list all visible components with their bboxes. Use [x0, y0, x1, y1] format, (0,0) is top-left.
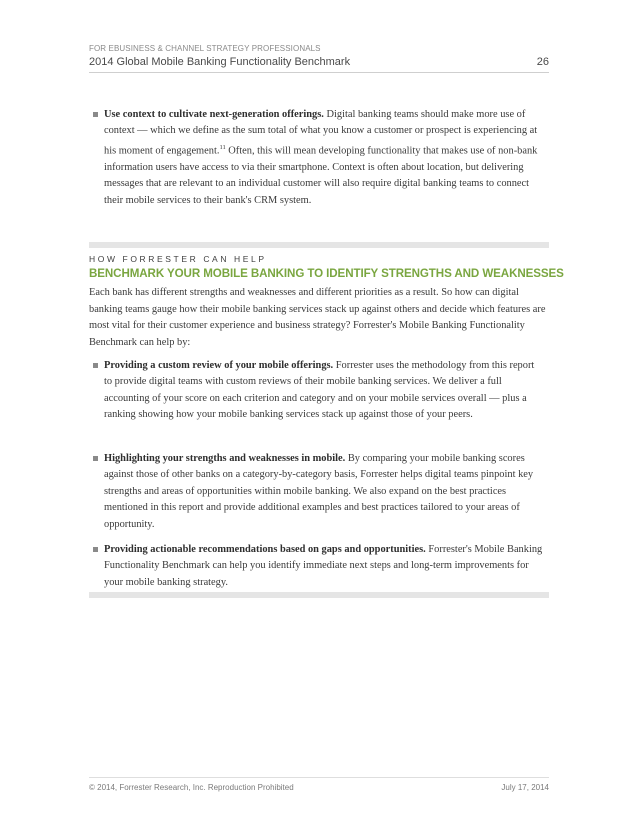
- section-end-band: [89, 592, 549, 598]
- footnote-ref: 11: [219, 143, 226, 151]
- footer-date: July 17, 2014: [501, 783, 549, 792]
- bullet-lead: Highlighting your strengths and weaknesses in mobile.: [104, 453, 346, 464]
- header-divider: [89, 72, 549, 73]
- list-item: [104, 451, 544, 533]
- footer-divider: [89, 777, 549, 778]
- bullet-lead: Providing a custom review of your mobile offerings.: [104, 360, 334, 371]
- list-item: [104, 542, 544, 591]
- square-bullet-icon: [93, 456, 98, 461]
- list-item: [104, 358, 544, 424]
- section-divider-band: [89, 242, 549, 248]
- report-title: 2014 Global Mobile Banking Functionality Benchmark: [89, 56, 351, 68]
- header-audience: FOR EBUSINESS & CHANNEL STRATEGY PROFESSIONALS: [89, 44, 321, 53]
- section-kicker: HOW FORRESTER CAN HELP: [89, 254, 267, 264]
- page-number: 26: [536, 56, 549, 68]
- bullet-lead: Use context to cultivate next-generation offerings.: [104, 109, 324, 120]
- footer-copyright: © 2014, Forrester Research, Inc. Reproduction Prohibited: [89, 783, 294, 792]
- bullet-body: By comparing your mobile banking scores against those of other banks on a category-by-category basis, Forrester helps digital teams pinpoint key strengths and areas of opportunities within mobile banking. We also expand on the best practices mentioned in this report and provide additional examples and best practices tailored to your areas of opportunity.: [104, 453, 534, 530]
- bullet-body: Forrester uses the methodology from this report to provide digital teams with custom reviews of their mobile banking services. We deliver a full accounting of your score on each criterion and category and on your mobile services overall — plus a ranking showing how your mobile banking services stack up against those of your peers.: [104, 360, 535, 421]
- section-intro: Each bank has different strengths and weaknesses and different priorities as a result. So how can digital banking teams gauge how their mobile banking services stack up against others and decide which features are most vital for their customer experience and business strategy? Forrester's Mobile Banking Functionality Benchmark can help by:: [89, 287, 546, 348]
- square-bullet-icon: [93, 112, 98, 117]
- bullet-body: Forrester's Mobile Banking Functionality Benchmark can help you identify immediate next steps and long-term improvements for your mobile banking strategy.: [104, 544, 543, 588]
- square-bullet-icon: [93, 547, 98, 552]
- bullet-body: Digital banking teams should make more use of context — which we define as the sum total of what you know a customer or prospect is experiencing at his moment of engagement.: [104, 109, 538, 157]
- square-bullet-icon: [93, 363, 98, 368]
- bullet-body-continued: Often, this will mean developing functionality that makes use of non-bank information users have access to via their smartphone. Context is often about location, but delivering messages that are relevant to an individual customer will also require digital banking teams to connect their mobile services to their bank's CRM system.: [104, 145, 538, 206]
- context-bullet: [104, 107, 544, 209]
- section-heading: BENCHMARK YOUR MOBILE BANKING TO IDENTIFY STRENGTHS AND WEAKNESSES: [89, 267, 564, 280]
- bullet-lead: Providing actionable recommendations based on gaps and opportunities.: [104, 544, 426, 555]
